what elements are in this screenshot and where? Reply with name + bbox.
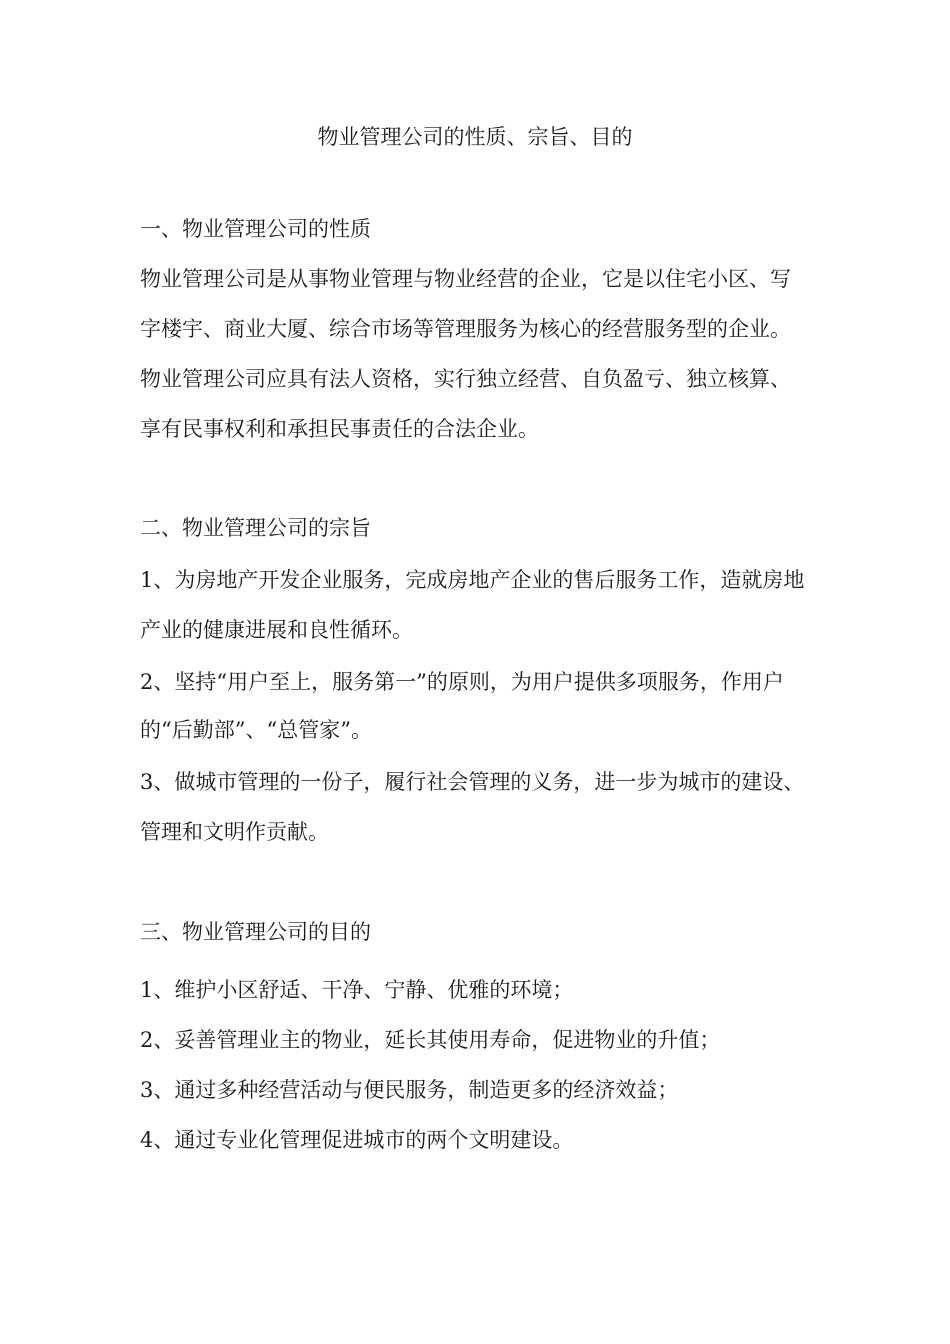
- paragraph-line: 3、做城市管理的一份子，履行社会管理的义务，进一步为城市的建设、: [140, 770, 805, 794]
- paragraph-line: 物业管理公司应具有法人资格，实行独立经营、自负盈亏、独立核算、: [140, 367, 791, 391]
- paragraph-line: 字楼宇、商业大厦、综合市场等管理服务为核心的经营服务型的企业。: [140, 317, 791, 341]
- paragraph-line: 享有民事权利和承担民事责任的合法企业。: [140, 417, 539, 441]
- paragraph-line: 管理和文明作贡献。: [140, 820, 329, 844]
- document-title: 物业管理公司的性质、宗旨、目的: [317, 125, 633, 149]
- paragraph-line: 物业管理公司是从事物业管理与物业经营的企业，它是以住宅小区、写: [140, 267, 791, 291]
- list-item: 2、妥善管理业主的物业，延长其使用寿命，促进物业的升值；: [140, 1028, 721, 1052]
- section-heading-goals: 三、物业管理公司的目的: [140, 920, 371, 944]
- paragraph-line: 2、坚持“用户至上，服务第一”的原则，为用户提供多项服务，作用户: [140, 670, 784, 694]
- list-item: 4、通过专业化管理促进城市的两个文明建设。: [140, 1128, 574, 1152]
- paragraph-line: 的“后勤部”、“总管家”。: [140, 718, 372, 742]
- list-item: 3、通过多种经营活动与便民服务，制造更多的经济效益；: [140, 1078, 679, 1102]
- paragraph-line: 产业的健康进展和良性循环。: [140, 618, 413, 642]
- list-item: 1、维护小区舒适、干净、宁静、优雅的环境；: [140, 978, 574, 1002]
- paragraph-line: 1、为房地产开发企业服务，完成房地产企业的售后服务工作，造就房地: [140, 568, 805, 592]
- section-heading-purpose: 二、物业管理公司的宗旨: [140, 516, 371, 540]
- section-heading-nature: 一、物业管理公司的性质: [140, 217, 371, 241]
